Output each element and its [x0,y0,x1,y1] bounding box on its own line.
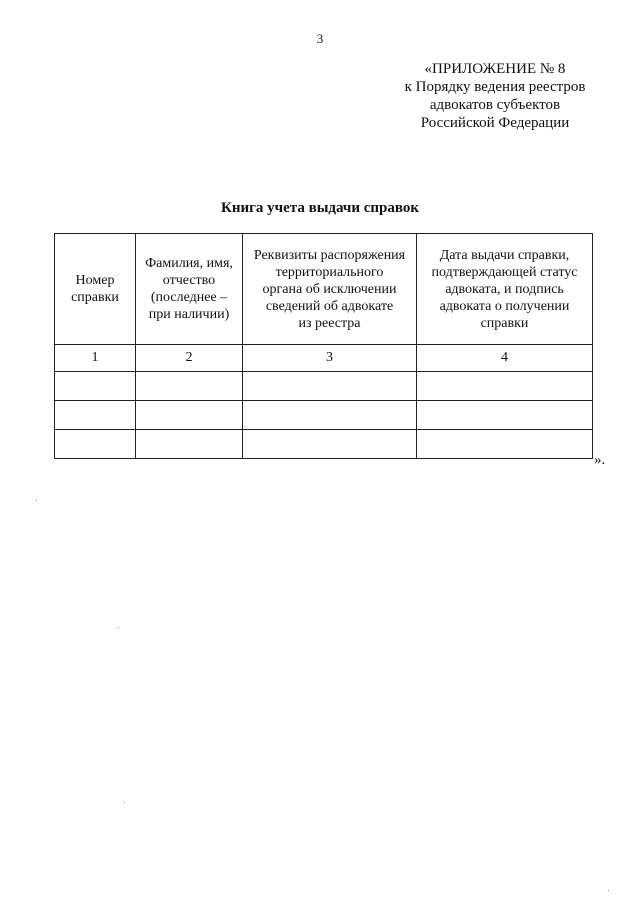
table-cell [417,430,593,459]
scan-speck [118,627,119,628]
scan-speck [608,890,609,891]
closing-quote: ». [594,452,606,468]
header-line: справки [71,290,119,305]
header-line: справки [480,315,529,331]
header-line: адвоката, и подпись [445,281,564,297]
column-number: 1 [55,345,136,372]
appendix-line: к Порядку ведения реестров [404,79,586,95]
table-header-row [55,234,593,345]
appendix-heading [390,60,600,132]
table-row [55,401,593,430]
header-line: подтверждающей статус [431,264,578,280]
table-cell [136,430,243,459]
header-line: Дата выдачи справки, [439,247,570,263]
header-line: отчество [162,273,216,288]
header-line: адвоката о получении [439,298,570,314]
table-cell [55,430,136,459]
header-line: из реестра [298,315,361,331]
table-row [55,430,593,459]
header-line: (последнее – [150,290,228,305]
table-cell [55,401,136,430]
table-cell [55,372,136,401]
header-certificate-number [55,234,136,345]
table-cell [417,401,593,430]
header-line: территориального [275,264,384,280]
appendix-line: Российской Федерации [420,115,570,131]
scan-speck [36,500,37,501]
header-line: Фамилия, имя, [145,256,233,271]
table-cell [417,372,593,401]
table-row [55,372,593,401]
table-cell [136,401,243,430]
scan-speck [124,802,125,803]
header-issue-date-signature [417,234,593,345]
column-number: 2 [136,345,243,372]
header-line: сведений об адвокате [265,298,394,314]
header-line: Реквизиты распоряжения [253,247,406,263]
document-title: Книга учета выдачи справок [220,200,420,216]
header-full-name [136,234,243,345]
appendix-line: «ПРИЛОЖЕНИЕ № 8 [424,61,566,77]
header-line: Номер [75,273,115,288]
column-number-row [55,345,593,372]
certificate-register-table [54,233,593,459]
column-number: 4 [417,345,593,372]
header-order-details [243,234,417,345]
table-cell [243,430,417,459]
header-line: органа об исключении [262,281,397,297]
header-line: при наличии) [148,307,230,322]
column-number: 3 [243,345,417,372]
table-cell [136,372,243,401]
appendix-line: адвокатов субъектов [429,97,561,113]
page-number: 3 [316,31,324,46]
table-cell [243,372,417,401]
table-cell [243,401,417,430]
